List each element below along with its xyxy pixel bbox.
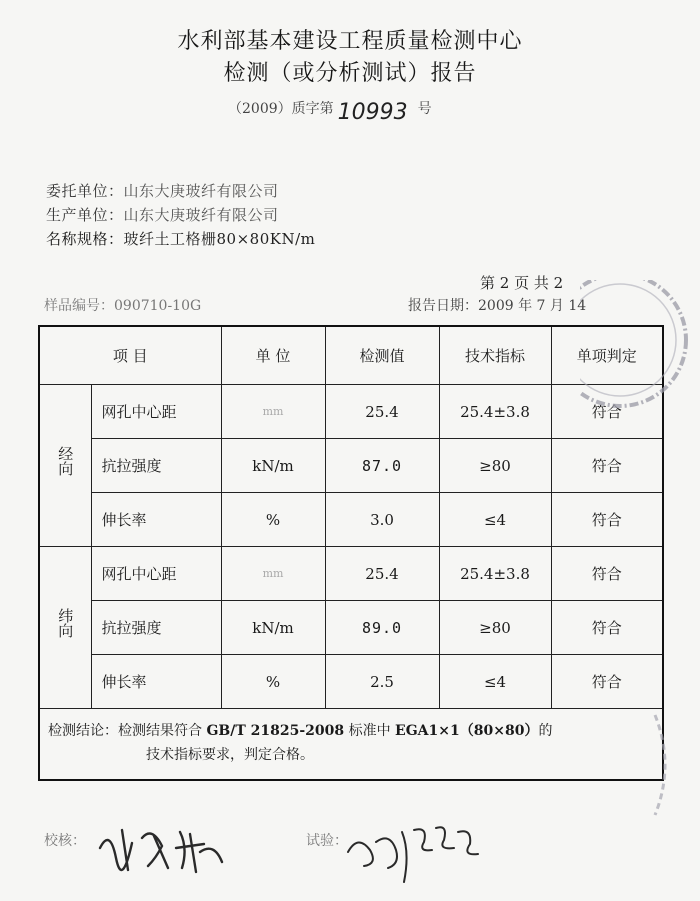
table-row	[39, 655, 663, 709]
direction-label: 纬向	[56, 608, 75, 638]
table-row	[39, 385, 663, 439]
page-indicator: 第 2 页 共 2	[480, 274, 564, 292]
document-number	[228, 94, 432, 125]
doc-suffix: 号	[417, 101, 432, 117]
result-cell: 符合	[551, 655, 663, 709]
conclusion-standard: GB/T 21825-2008	[206, 723, 345, 739]
results-table	[38, 325, 664, 781]
param-cell: 网孔中心距	[91, 385, 221, 439]
header-measured: 检测值	[325, 326, 439, 385]
header-spec: 技术指标	[439, 326, 551, 385]
client-info	[46, 180, 279, 201]
table-row	[39, 547, 663, 601]
header-unit: 单 位	[221, 326, 325, 385]
name-value: 玻纤土工格栅80×80KN/m	[123, 230, 316, 248]
table-row	[39, 439, 663, 493]
report-title-line1: 水利部基本建设工程质量检测中心	[177, 29, 523, 54]
result-cell: 符合	[551, 439, 663, 493]
checker-signature	[92, 818, 232, 878]
result-cell: 符合	[551, 601, 663, 655]
param-cell: 伸长率	[91, 493, 221, 547]
result-cell: 符合	[551, 385, 663, 439]
doc-number-handwritten: 10993	[337, 100, 408, 125]
unit-cell: %	[221, 493, 325, 547]
checker-label: 校核：	[44, 833, 86, 849]
producer-value: 山东大庚玻纤有限公司	[123, 206, 279, 224]
param-cell: 伸长率	[91, 655, 221, 709]
value-cell: 3.0	[325, 493, 439, 547]
direction-warp	[39, 385, 91, 547]
producer-label: 生产单位：	[46, 206, 124, 224]
conclusion-label: 检测结论：	[48, 723, 118, 739]
conclusion-text-c: 的	[538, 723, 553, 739]
param-cell: 网孔中心距	[91, 547, 221, 601]
table-row	[39, 493, 663, 547]
unit-cell: kN/m	[221, 601, 325, 655]
unit-cell: mm	[221, 547, 325, 601]
table-header-row	[39, 326, 663, 385]
param-cell: 抗拉强度	[91, 439, 221, 493]
unit-cell: kN/m	[221, 439, 325, 493]
conclusion-line2: 技术指标要求，判定合格。	[146, 747, 314, 763]
unit-cell: %	[221, 655, 325, 709]
spec-cell: 25.4±3.8	[439, 547, 551, 601]
value-cell: 89.0	[325, 601, 439, 655]
sample-number: 样品编号：090710-10G	[44, 298, 202, 314]
tester-signature	[344, 812, 494, 887]
param-cell: 抗拉强度	[91, 601, 221, 655]
value-cell: 2.5	[325, 655, 439, 709]
conclusion-text-b: 标准中	[344, 723, 396, 739]
result-cell: 符合	[551, 493, 663, 547]
seam-stamp-edge	[645, 710, 675, 820]
name-label: 名称规格：	[46, 230, 124, 248]
tester-label: 试验：	[306, 833, 348, 849]
spec-cell: 25.4±3.8	[439, 385, 551, 439]
direction-weft	[39, 547, 91, 709]
conclusion-cell	[39, 709, 663, 781]
header-item: 项 目	[39, 326, 221, 385]
value-cell: 87.0	[325, 439, 439, 493]
client-value: 山东大庚玻纤有限公司	[123, 182, 279, 200]
value-cell: 25.4	[325, 547, 439, 601]
official-stamp	[580, 280, 700, 430]
report-date: 报告日期：2009 年 7 月 14	[408, 298, 587, 314]
header-verdict: 单项判定	[551, 326, 663, 385]
doc-prefix: （2009）质字第	[228, 101, 334, 117]
conclusion-grade: EGA1×1（80×80）	[395, 723, 539, 739]
client-label: 委托单位：	[46, 182, 124, 200]
conclusion-text-a: 检测结果符合	[118, 723, 207, 739]
spec-cell: ≤4	[439, 655, 551, 709]
value-cell: 25.4	[325, 385, 439, 439]
producer-info	[46, 204, 279, 225]
spec-cell: ≥80	[439, 601, 551, 655]
direction-label: 经向	[56, 446, 75, 476]
result-cell: 符合	[551, 547, 663, 601]
product-name-info	[46, 228, 315, 249]
spec-cell: ≤4	[439, 493, 551, 547]
table-row	[39, 601, 663, 655]
unit-cell: mm	[221, 385, 325, 439]
conclusion-row	[39, 709, 663, 781]
spec-cell: ≥80	[439, 439, 551, 493]
report-title-line2: 检测（或分析测试）报告	[223, 61, 477, 86]
